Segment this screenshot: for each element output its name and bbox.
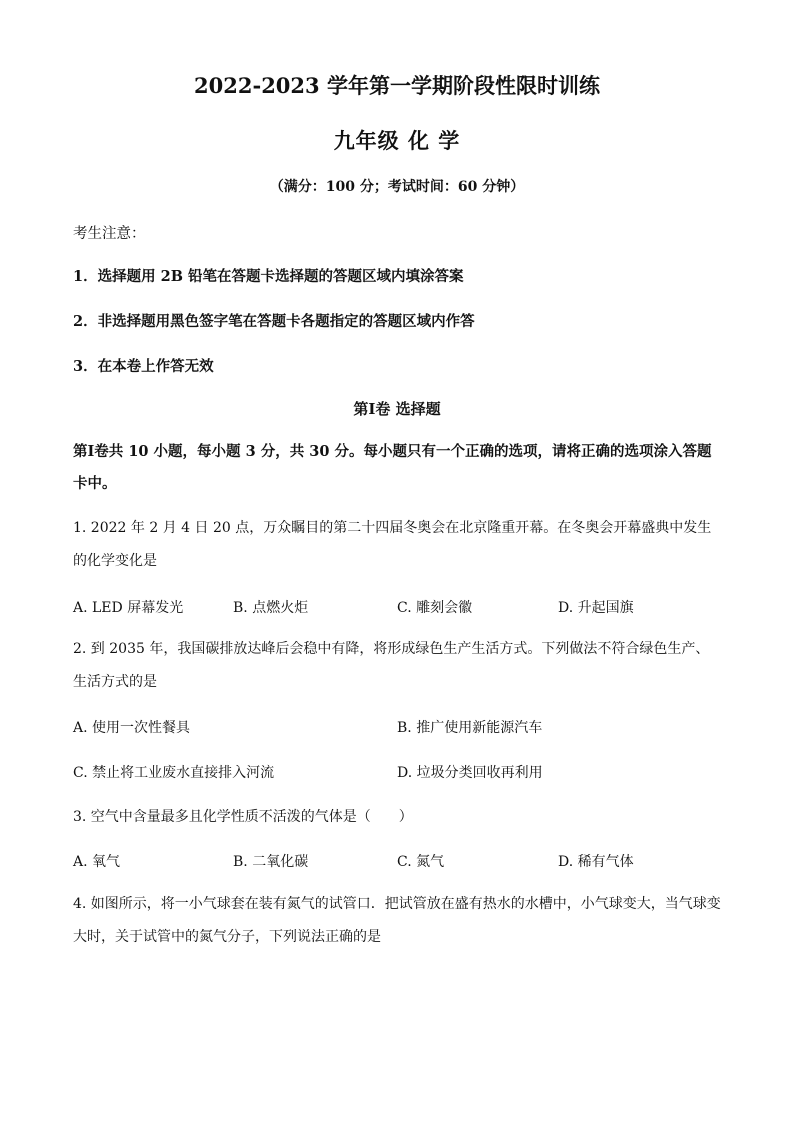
question-3-stem: 3. 空气中含量最多且化学性质不活泼的气体是（ ） <box>73 809 413 825</box>
question-1-stem: 1. 2022 年 2 月 4 日 20 点，万众瞩目的第二十四届冬奥会在北京隆重开幕。在冬奥会开幕盛典中发生的化学变化是 <box>73 520 712 569</box>
question-2-option-a: A. 使用一次性餐具 <box>73 720 191 736</box>
question-4-stem: 4. 如图所示，将一小气球套在装有氮气的试管口．把试管放在盛有热水的水槽中，小气球变大，当气球变大时，关于试管中的氮气分子，下列说法正确的是 <box>73 896 721 945</box>
question-3-option-b: B. 二氧化碳 <box>233 854 309 870</box>
section-instruction: 第Ⅰ卷共 10 小题，每小题 3 分，共 30 分。每小题只有一个正确的选项，请将正确的选项涂入答题卡中。 <box>73 443 712 492</box>
notice-item-3: 3．在本卷上作答无效 <box>73 358 214 375</box>
notice-item-1: 1．选择题用 2B 铅笔在答题卡选择题的答题区域内填涂答案 <box>73 268 464 285</box>
question-3-option-d: D. 稀有气体 <box>558 854 634 870</box>
question-2-option-b: B. 推广使用新能源汽车 <box>397 720 543 736</box>
question-1-option-c: C. 雕刻会徽 <box>397 600 473 616</box>
notice-item-2: 2．非选择题用黑色签字笔在答题卡各题指定的答题区域内作答 <box>73 313 475 330</box>
exam-title: 2022-2023 学年第一学期阶段性限时训练 <box>194 73 600 98</box>
section-title: 第Ⅰ卷 选择题 <box>353 400 441 418</box>
question-1-option-d: D. 升起国旗 <box>558 600 634 616</box>
question-3-option-a: A. 氧气 <box>73 854 121 870</box>
question-1-option-a: A. LED 屏幕发光 <box>73 600 184 616</box>
question-2-stem: 2. 到 2035 年，我国碳排放达峰后会稳中有降，将形成绿色生产生活方式。下列做法不符合绿色生产、生活方式的是 <box>73 641 710 690</box>
exam-meta: （满分：100 分；考试时间：60 分钟） <box>269 179 525 195</box>
question-2-option-d: D. 垃圾分类回收再利用 <box>397 765 543 781</box>
notice-heading: 考生注意： <box>73 226 146 242</box>
question-3-option-c: C. 氮气 <box>397 854 445 870</box>
exam-subject: 九年级 化 学 <box>333 128 461 153</box>
question-1-option-b: B. 点燃火炬 <box>233 600 309 616</box>
question-2-option-c: C. 禁止将工业废水直接排入河流 <box>73 765 275 781</box>
